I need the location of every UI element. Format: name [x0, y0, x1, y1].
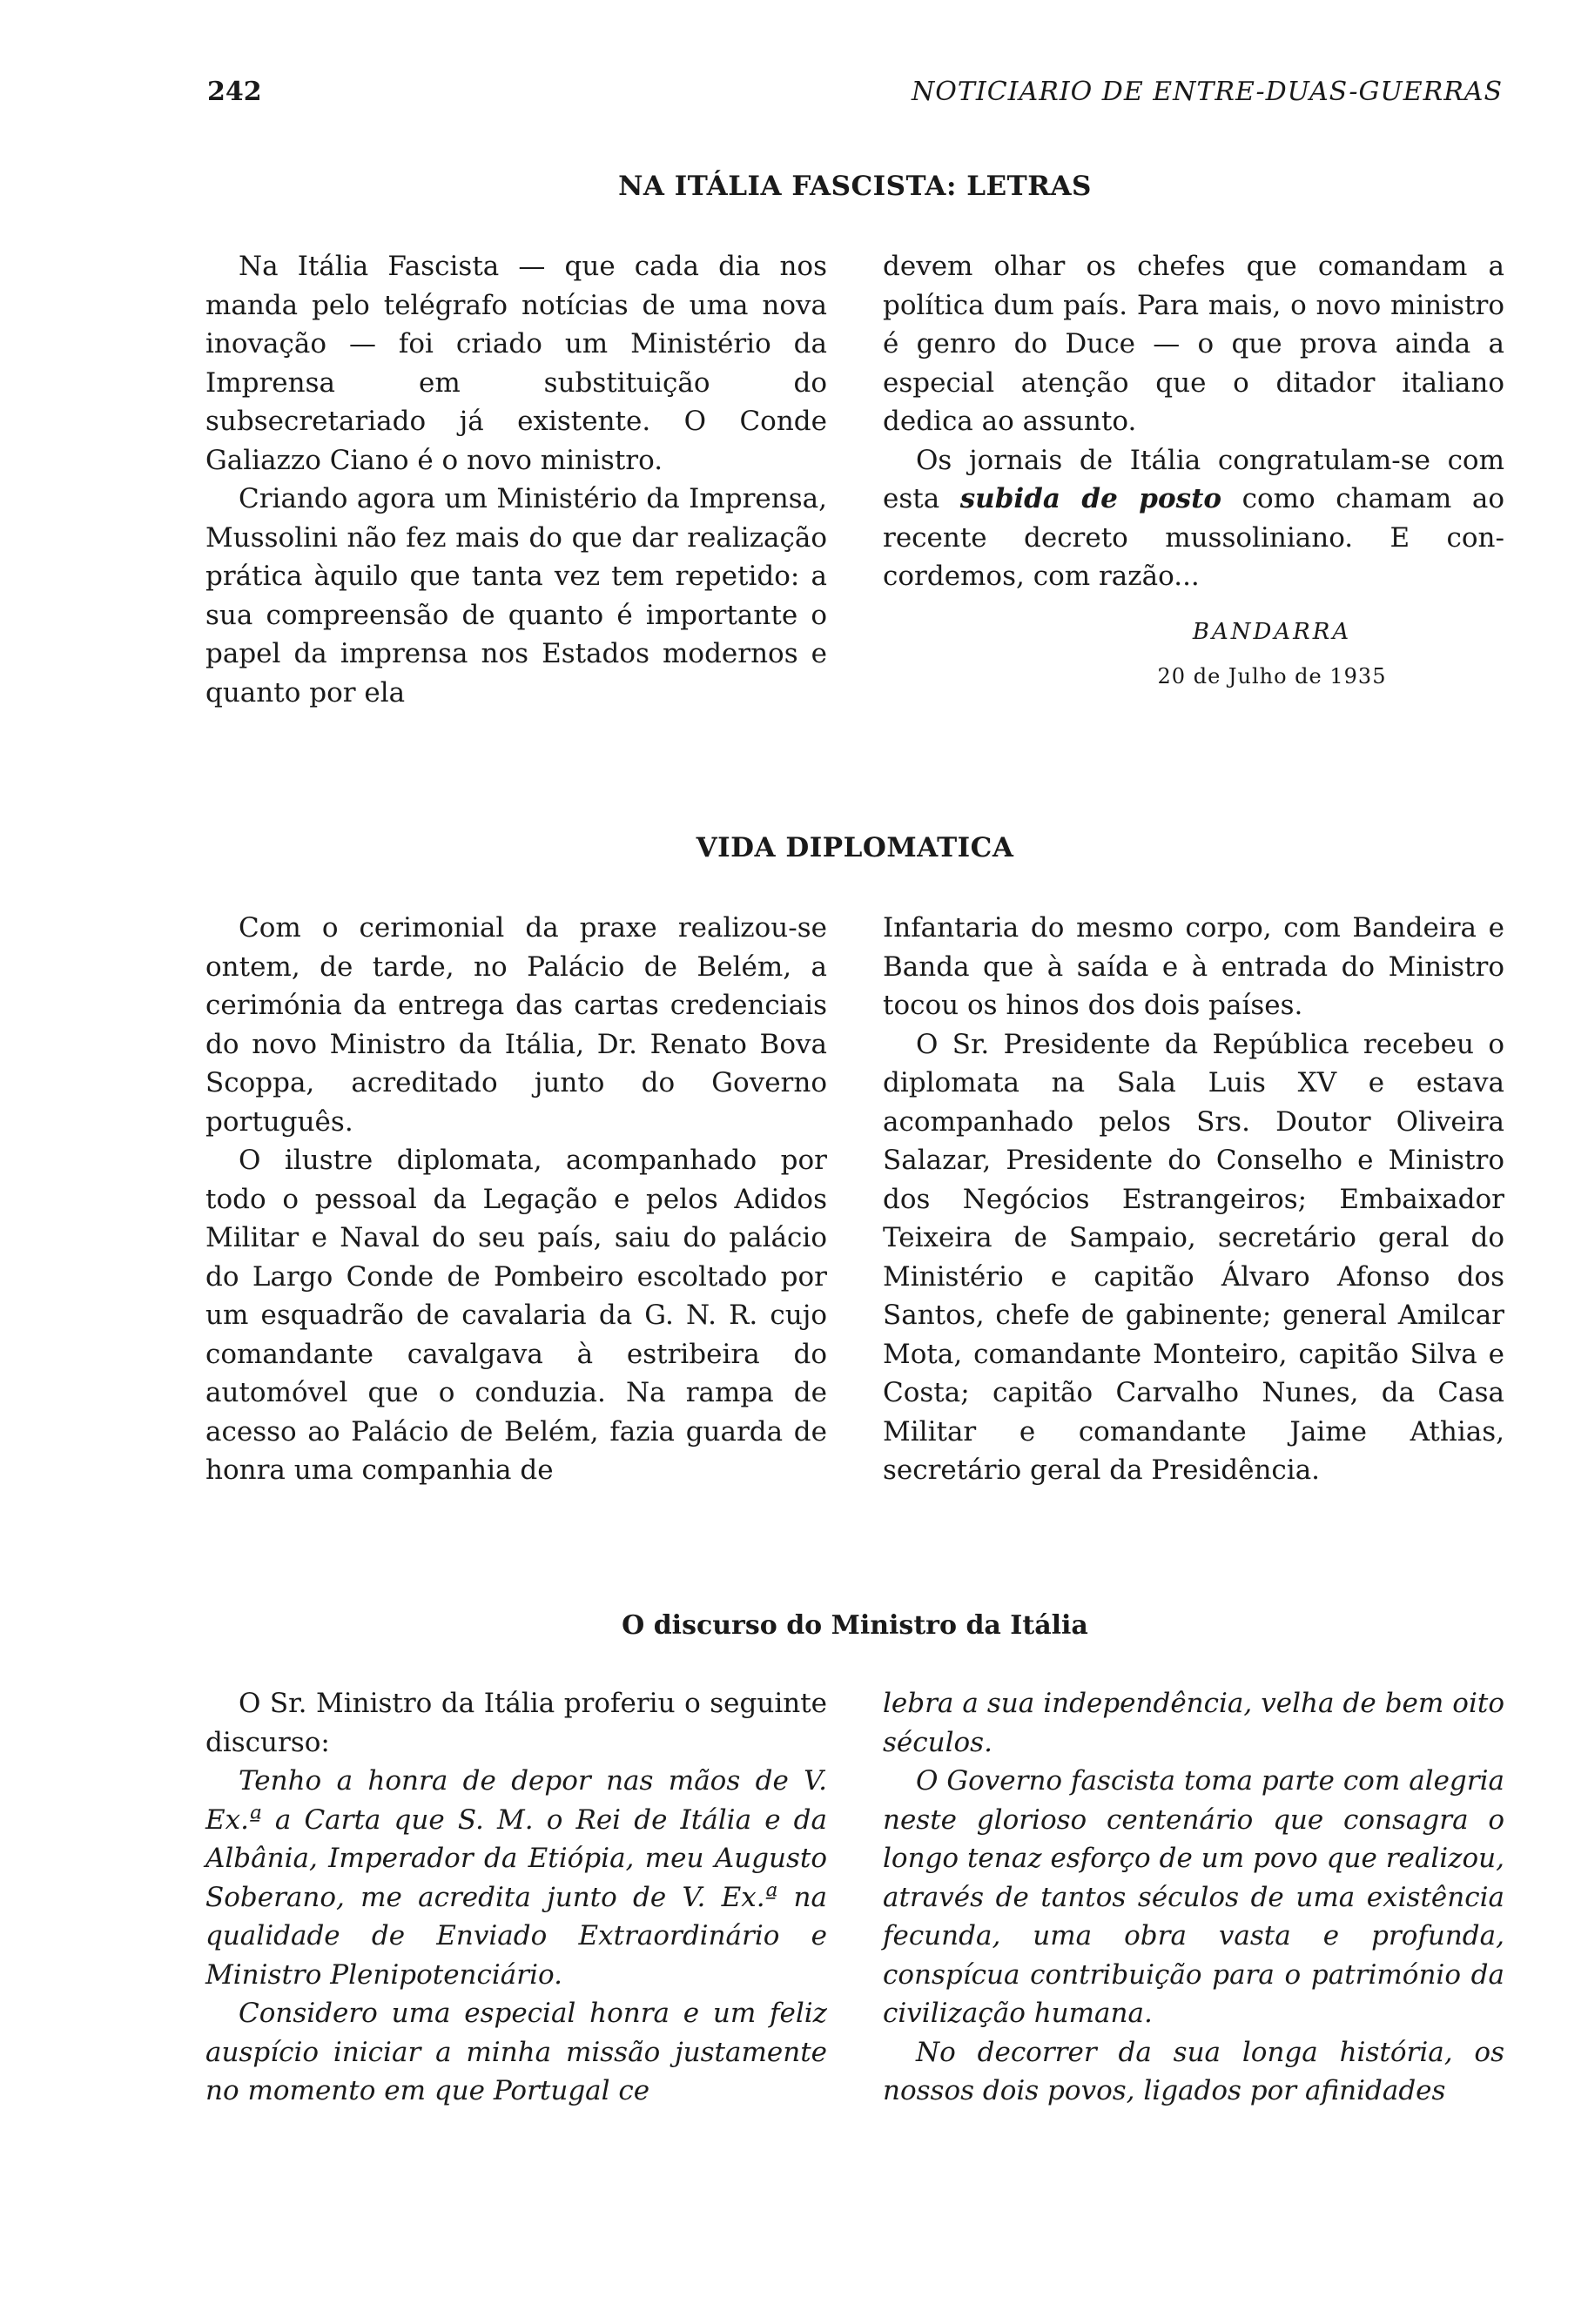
left-column: [205, 247, 827, 712]
right-column: [883, 247, 1504, 712]
paragraph: lebra a sua independência, velha de bem oito séculos.: [883, 1688, 1504, 1758]
section-heading: O discurso do Ministro da Itália: [622, 1610, 1088, 1641]
right-column: [883, 909, 1504, 1490]
article-discurso-ministro: [205, 1610, 1504, 2111]
paragraph: O Governo fascista toma parte com alegria neste glorioso centenário que consagra o longo tenaz esforço de um povo que realizou, através de tantos séculos de uma existência fecunda, uma obra vasta e profunda, conspícua contribuição para o património da civilização humana.: [883, 1765, 1504, 2029]
section-heading: NA ITÁLIA FASCISTA: LETRAS: [618, 171, 1092, 202]
right-column: [883, 1684, 1504, 2111]
author-signature: BANDARRA: [1192, 618, 1352, 645]
paragraph: Na Itália Fascista — que cada dia nos manda pelo telégrafo notícias de uma nova inovação — foi criado um Ministério da Imprensa em substituição do subsecretariado já existente. O Conde Galiazzo Ciano é o novo ministro.: [205, 251, 827, 476]
paragraph: devem olhar os chefes que comandam a política dum país. Para mais, o novo ministro é genro do Duce — o que prova ainda a especial atenção que o ditador italiano dedica ao assunto.: [883, 251, 1504, 437]
emphasis: subida de posto: [959, 483, 1222, 514]
article-na-italia-fascista: [205, 171, 1504, 712]
text-run: Os jornais de Itália congratulam-se com esta: [883, 444, 1504, 514]
signature-date: 20 de Julho de 1935: [1157, 663, 1387, 688]
running-title: NOTICIARIO DE ENTRE-DUAS-GUERRAS: [912, 77, 1503, 107]
text-run: como chamam ao recente decreto mussoliniano. E concordemos, com razão...: [883, 483, 1504, 592]
paragraph: O ilustre diplomata, acompanhado por todo o pessoal da Legação e pelos Adidos Militar e Naval do seu país, saiu do palácio do Largo Conde de Pombeiro escoltado por um esquadrão de cavalaria da G. N. R. cujo comandante cavalgava à estribeira do automóvel que o conduzia. Na rampa de acesso ao Palácio de Belém, fazia guarda de honra uma companhia de: [205, 1145, 827, 1486]
paragraph: O Sr. Ministro da Itália proferiu o seguinte discurso:: [205, 1688, 827, 1758]
running-header: [207, 77, 1503, 115]
paragraph: Considero uma especial honra e um feliz auspício iniciar a minha missão justamente no momento em que Portugal ce: [205, 1998, 827, 2106]
left-column: [205, 909, 827, 1490]
paragraph: [883, 441, 1504, 596]
paragraph: Tenho a honra de depor nas mãos de V. Ex.ª a Carta que S. M. o Rei de Itália e da Albânia, Imperador da Etiópia, meu Augusto Soberano, me acredita junto de V. Ex.ª na qualidade de Enviado Extraordinário e Ministro Plenipotenciário.: [205, 1765, 827, 1991]
section-heading: VIDA DIPLOMATICA: [696, 832, 1014, 863]
two-column-body: [205, 1684, 1504, 2111]
paragraph: O Sr. Presidente da República recebeu o diplomata na Sala Luis XV e estava acompanhado pelos Srs. Doutor Oliveira Salazar, Presidente do Conselho e Ministro dos Negócios Estrangeiros; Embaixador Teixeira de Sampaio, secretário geral do Ministério e capitão Álvaro Afonso dos Santos, chefe de gabinente; general Amilcar Mota, comandante Monteiro, capitão Silva e Costa; capitão Carvalho Nunes, da Casa Militar e comandante Jaime Athias, secretário geral da Presidência.: [883, 1028, 1504, 1486]
article-vida-diplomatica: [205, 832, 1504, 1490]
two-column-body: [205, 909, 1504, 1490]
paragraph: No decorrer da sua longa história, os nossos dois povos, ligados por afinidades: [883, 2036, 1504, 2106]
paragraph: Com o cerimonial da praxe realizou-se ontem, de tarde, no Palácio de Belém, a cerimónia da entrega das cartas credenciais do novo Ministro da Itália, Dr. Renato Bova Scoppa, acreditado junto do Governo português.: [205, 912, 827, 1138]
left-column: [205, 1684, 827, 2111]
paragraph: Infantaria do mesmo corpo, com Bandeira e Banda que à saída e à entrada do Ministro tocou os hinos dos dois países.: [883, 912, 1504, 1021]
two-column-body: [205, 247, 1504, 712]
paragraph: Criando agora um Ministério da Imprensa, Mussolini não fez mais do que dar realização prática àquilo que tanta vez tem repetido: a sua compreensão de quanto é importante o papel da imprensa nos Estados modernos e quanto por ela: [205, 483, 827, 709]
page-number: 242: [207, 77, 262, 107]
